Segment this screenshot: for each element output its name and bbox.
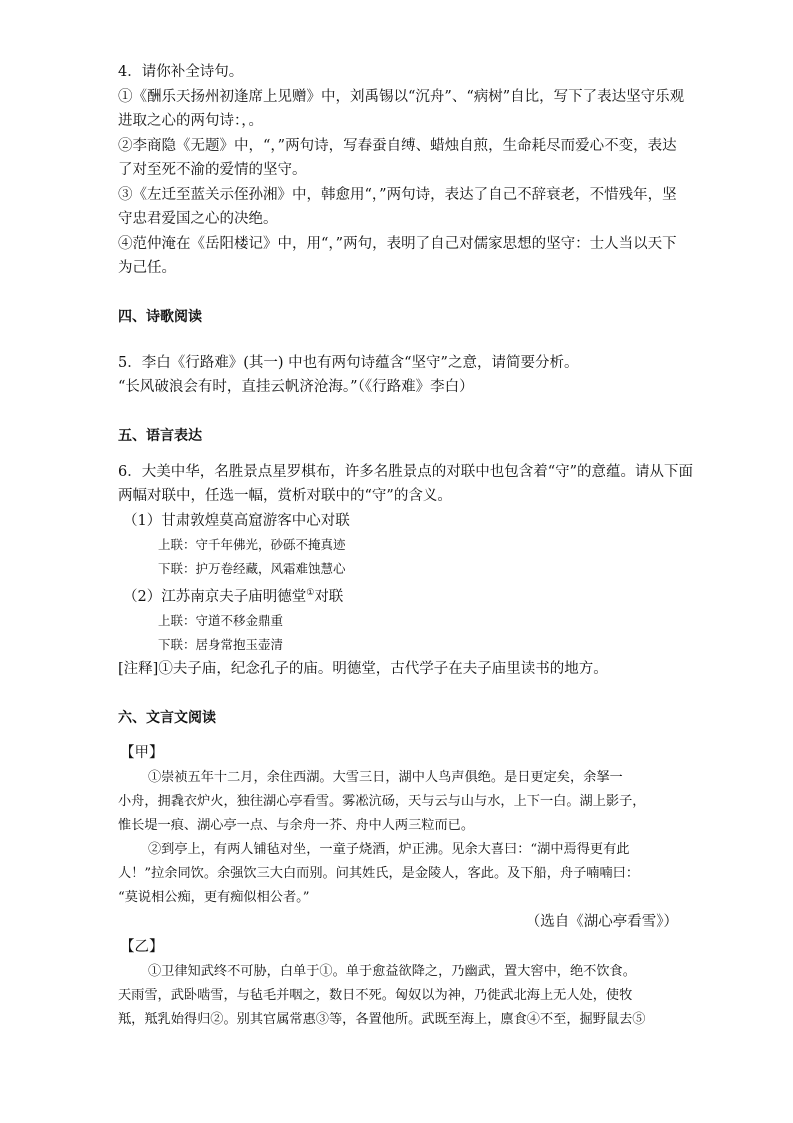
section-heading: 四、诗歌阅读 [118, 308, 202, 325]
passage-yi-line: 羝，羝乳始得归②。别其官属常惠③等，各置他所。武既至海上，廪食④不至，掘野鼠去⑤ [118, 1012, 646, 1028]
couplet-1-title: （1）甘肃敦煌莫高窟游客中心对联 [123, 512, 350, 529]
q5-line: 5．李白《行路难》(其一) 中也有两句诗蕴含“坚守”之意，请简要分析。 [118, 354, 579, 371]
q4-line: ①《酬乐天扬州初逢席上见赠》中，刘禹锡以“沉舟”、“病树”自比，写下了表达坚守乐观 [118, 88, 685, 105]
q4-line: 了对至死不渝的爱情的坚守。 [118, 162, 307, 178]
couplet-2-lower: 下联：居身常抱玉壶清 [158, 637, 284, 653]
passage-jia-source: （选自《湖心亭看雪》） [525, 913, 678, 930]
section-heading: 五、语言表达 [118, 427, 202, 444]
document-page [118, 60, 694, 1032]
passage-jia-line: 小舟，拥毳衣炉火，独往湖心亭看雪。雾凇沆砀，天与云与山与水，上下一白。湖上影子， [118, 793, 646, 809]
passage-jia-label: 【甲】 [120, 744, 164, 761]
footnote-marker: ① [306, 588, 315, 598]
passage-jia-line: ②到亭上，有两人铺毡对坐，一童子烧酒，炉正沸。见余大喜曰：“湖中焉得更有此 [148, 841, 630, 857]
passage-jia-line: 人！”拉余同饮。余强饮三大白而别。问其姓氏，是金陵人，客此。及下船，舟子喃喃曰： [118, 865, 640, 881]
q4-line: 守忠君爱国之心的决绝。 [118, 211, 278, 227]
q4-line: 4．请你补全诗句。 [118, 64, 244, 80]
couplet-2-title-text: （2）江苏南京夫子庙明德堂 [123, 588, 307, 605]
couplet-2-title [118, 581, 678, 609]
passage-jia-line: “莫说相公痴，更有痴似相公者。” [118, 889, 310, 905]
passage-jia-line: 惟长堤一痕、湖心亭一点、与余舟一芥、舟中人两三粒而已。 [118, 817, 475, 833]
couplet-2-title-suffix: 对联 [314, 588, 344, 605]
q4-line: 进取之心的两句诗：，。 [118, 113, 263, 129]
q4-line: ②李商隐《无题》中，“，”两句诗，写春蚕自缚、蜡烛自煎，生命耗尽而爱心不变，表达 [118, 137, 677, 154]
passage-yi-line: ①卫律知武终不可胁，白单于①。单于愈益欲降之，乃幽武，置大窖中，绝不饮食。 [148, 964, 636, 980]
passage-yi-line: 天雨雪，武卧啮雪，与毡毛并咽之，数日不死。匈奴以为神，乃徙武北海上无人处，使牧 [118, 988, 633, 1004]
couplet-1-upper: 上联：守千年佛光，砂砾不掩真迹 [158, 537, 346, 552]
section-poetry-reading [118, 305, 678, 400]
q4-line: ④范仲淹在《岳阳楼记》中，用“，”两句，表明了自己对儒家思想的坚守：士人当以天下 [118, 235, 677, 252]
section-classical-reading [118, 706, 678, 1033]
section-heading: 六、文言文阅读 [118, 709, 216, 726]
q6-line: 6．大美中华，名胜景点星罗棋布，许多名胜景点的对联中也包含着“守”的意蕴。请从下面 [118, 463, 694, 480]
q6-line: 两幅对联中，任选一幅，赏析对联中的“守”的含义。 [118, 488, 452, 504]
q4-line: ③《左迁至蓝关示侄孙湘》中，韩愈用“，”两句诗，表达了自己不辞衰老，不惜残年，坚 [118, 186, 677, 203]
q4-line: 为己任。 [118, 260, 176, 276]
section-language-expression [118, 424, 694, 682]
q5-line: “长风破浪会有时，直挂云帆济沧海。”（《行路难》李白） [118, 379, 474, 395]
question-4 [118, 60, 685, 281]
annotation-note: [注释]①夫子庙，纪念孔子的庙。明德堂，古代学子在夫子庙里读书的地方。 [118, 661, 608, 678]
couplet-1-lower: 下联：护万卷经藏，风霜难蚀慧心 [158, 561, 346, 576]
passage-jia-line: ①崇祯五年十二月，余住西湖。大雪三日，湖中人鸟声俱绝。是日更定矣，余拏一 [148, 769, 623, 785]
passage-yi-label: 【乙】 [120, 939, 164, 956]
couplet-2-upper: 上联：守道不移金鼎重 [158, 613, 284, 629]
